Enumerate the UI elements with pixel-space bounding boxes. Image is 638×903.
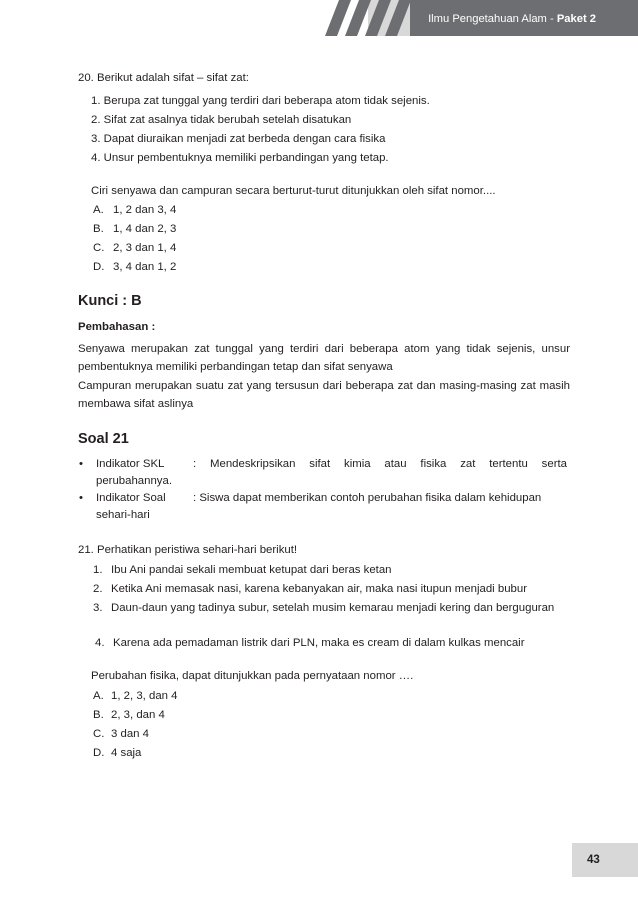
q20-item-2: 2. Sifat zat asalnya tidak berubah setelah disatukan	[91, 114, 352, 126]
q21-option-d-text: 4 saja	[111, 747, 142, 759]
q20-option-d-letter: D.	[93, 261, 105, 273]
q21-option-a-letter: A.	[93, 690, 104, 702]
pembahasan-paragraph-1: Senyawa merupakan zat tunggal yang terdiri dari beberapa atom yang tidak sejenis, unsur pembentuknya memiliki perbandingan tetap dan sifat senyawa	[78, 343, 570, 373]
bullet-icon: •	[79, 458, 83, 470]
q21-option-a-text: 1, 2, 3, dan 4	[111, 690, 178, 702]
pembahasan-label: Pembahasan :	[78, 321, 156, 333]
header-title-prefix: Ilmu Pengetahuan Alam -	[428, 13, 557, 25]
indikator-skl-label: Indikator SKL	[96, 458, 165, 470]
q20-item-1: 1. Berupa zat tunggal yang terdiri dari beberapa atom tidak sejenis.	[91, 95, 430, 107]
q21-item-1-num: 1.	[93, 564, 103, 576]
q20-option-c-letter: C.	[93, 242, 105, 254]
indikator-skl-continuation: perubahannya.	[96, 475, 173, 487]
q21-item-3-text: Daun-daun yang tadinya subur, setelah musim kemarau menjadi kering dan berguguran	[111, 602, 555, 614]
q20-item-3: 3. Dapat diuraikan menjadi zat berbeda dengan cara fisika	[91, 133, 386, 145]
q20-option-d-text: 3, 4 dan 1, 2	[113, 261, 177, 273]
q21-item-4-text: Karena ada pemadaman listrik dari PLN, maka es cream di dalam kulkas mencair	[113, 637, 525, 649]
q21-item-3-num: 3.	[93, 602, 103, 614]
header-title-paket: Paket 2	[556, 13, 596, 25]
q21-question: Perubahan fisika, dapat ditunjukkan pada pernyataan nomor ….	[91, 670, 414, 682]
header-stripes-decoration	[325, 0, 425, 36]
q21-option-c-letter: C.	[93, 728, 105, 740]
q21-option-b-letter: B.	[93, 709, 104, 721]
q20-option-c-text: 2, 3 dan 1, 4	[113, 242, 177, 254]
page-number-box	[572, 843, 638, 877]
indikator-soal-label: Indikator Soal	[96, 492, 166, 504]
indikator-soal-continuation: sehari-hari	[96, 509, 150, 521]
soal-21-title: Soal 21	[78, 431, 129, 447]
q20-question: Ciri senyawa dan campuran secara berturut-turut ditunjukkan oleh sifat nomor....	[91, 185, 496, 197]
q21-item-1-text: Ibu Ani pandai sekali membuat ketupat dari beras ketan	[111, 564, 392, 576]
q21-item-4-num: 4.	[95, 637, 105, 649]
q21-item-2-text: Ketika Ani memasak nasi, karena kebanyakan air, maka nasi itupun menjadi bubur	[111, 583, 527, 595]
indikator-skl-text: : Mendeskripsikan sifat kimia atau fisika zat tertentu serta	[193, 458, 567, 470]
q21-stem: 21. Perhatikan peristiwa sehari-hari berikut!	[78, 544, 298, 556]
indikator-soal-text: : Siswa dapat memberikan contoh perubahan fisika dalam kehidupan	[193, 492, 542, 504]
answer-key: Kunci : B	[78, 293, 142, 309]
q21-item-2-num: 2.	[93, 583, 103, 595]
q20-stem: 20. Berikut adalah sifat – sifat zat:	[78, 72, 249, 84]
q20-option-b-text: 1, 4 dan 2, 3	[113, 223, 177, 235]
q20-option-b-letter: B.	[93, 223, 104, 235]
q20-option-a-letter: A.	[93, 204, 104, 216]
bullet-icon: •	[79, 492, 83, 504]
pembahasan-paragraph-2: Campuran merupakan suatu zat yang tersusun dari beberapa zat dan masing-masing zat masih membawa sifat aslinya	[78, 380, 570, 410]
q20-item-4: 4. Unsur pembentuknya memiliki perbandingan yang tetap.	[91, 152, 389, 164]
q21-option-b-text: 2, 3, dan 4	[111, 709, 165, 721]
page-number: 43	[587, 854, 600, 866]
q21-option-d-letter: D.	[93, 747, 105, 759]
header-title	[428, 12, 596, 27]
q21-option-c-text: 3 dan 4	[111, 728, 150, 740]
q20-option-a-text: 1, 2 dan 3, 4	[113, 204, 177, 216]
